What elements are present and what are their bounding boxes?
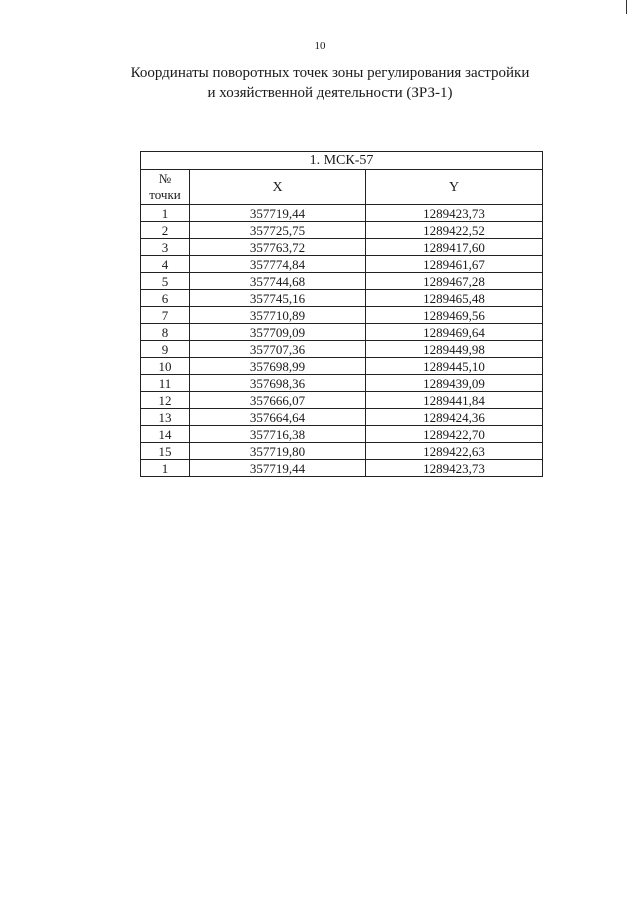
y-column-header: Y <box>366 170 543 205</box>
y-coordinate-cell: 1289423,73 <box>366 205 543 222</box>
point-number-header <box>141 170 190 205</box>
table-row <box>141 205 543 222</box>
coordinate-system-header: 1. МСК-57 <box>141 152 543 170</box>
table-row <box>141 273 543 290</box>
x-coordinate-cell: 357763,72 <box>190 239 366 256</box>
point-number-cell: 1 <box>141 205 190 222</box>
point-number-cell: 2 <box>141 222 190 239</box>
x-coordinate-cell: 357698,36 <box>190 375 366 392</box>
point-number-header-line1: № <box>158 171 172 186</box>
x-coordinate-cell: 357719,44 <box>190 205 366 222</box>
table-row <box>141 460 543 477</box>
point-number-cell: 8 <box>141 324 190 341</box>
table-row <box>141 426 543 443</box>
x-column-header: X <box>190 170 366 205</box>
table-row <box>141 222 543 239</box>
y-coordinate-cell: 1289461,67 <box>366 256 543 273</box>
y-coordinate-cell: 1289469,56 <box>366 307 543 324</box>
point-number-cell: 10 <box>141 358 190 375</box>
x-coordinate-cell: 357707,36 <box>190 341 366 358</box>
y-coordinate-cell: 1289422,70 <box>366 426 543 443</box>
y-coordinate-cell: 1289422,52 <box>366 222 543 239</box>
table-row <box>141 307 543 324</box>
table-row <box>141 341 543 358</box>
y-coordinate-cell: 1289441,84 <box>366 392 543 409</box>
title-line-1: Координаты поворотных точек зоны регулирования застройки <box>130 65 530 81</box>
y-coordinate-cell: 1289469,64 <box>366 324 543 341</box>
document-title <box>120 63 540 103</box>
y-coordinate-cell: 1289439,09 <box>366 375 543 392</box>
y-coordinate-cell: 1289417,60 <box>366 239 543 256</box>
x-coordinate-cell: 357719,80 <box>190 443 366 460</box>
x-coordinate-cell: 357774,84 <box>190 256 366 273</box>
table-row <box>141 256 543 273</box>
point-number-cell: 4 <box>141 256 190 273</box>
point-number-cell: 5 <box>141 273 190 290</box>
x-coordinate-cell: 357716,38 <box>190 426 366 443</box>
x-coordinate-cell: 357745,16 <box>190 290 366 307</box>
table-row <box>141 392 543 409</box>
x-coordinate-cell: 357709,09 <box>190 324 366 341</box>
x-coordinate-cell: 357744,68 <box>190 273 366 290</box>
table-row <box>141 358 543 375</box>
point-number-header-line2: точки <box>149 187 181 202</box>
point-number-cell: 6 <box>141 290 190 307</box>
x-coordinate-cell: 357725,75 <box>190 222 366 239</box>
y-coordinate-cell: 1289424,36 <box>366 409 543 426</box>
y-coordinate-cell: 1289465,48 <box>366 290 543 307</box>
point-number-cell: 3 <box>141 239 190 256</box>
point-number-cell: 9 <box>141 341 190 358</box>
table-body <box>141 205 543 477</box>
margin-mark <box>626 0 627 14</box>
table-row <box>141 443 543 460</box>
table-row <box>141 375 543 392</box>
point-number-cell: 14 <box>141 426 190 443</box>
point-number-cell: 11 <box>141 375 190 392</box>
title-line-2: и хозяйственной деятельности (ЗРЗ-1) <box>207 85 453 101</box>
y-coordinate-cell: 1289445,10 <box>366 358 543 375</box>
x-coordinate-cell: 357698,99 <box>190 358 366 375</box>
point-number-cell: 7 <box>141 307 190 324</box>
point-number-cell: 15 <box>141 443 190 460</box>
page-number: 10 <box>314 40 326 52</box>
x-coordinate-cell: 357710,89 <box>190 307 366 324</box>
table-row <box>141 239 543 256</box>
x-coordinate-cell: 357664,64 <box>190 409 366 426</box>
table-row <box>141 290 543 307</box>
x-coordinate-cell: 357719,44 <box>190 460 366 477</box>
y-coordinate-cell: 1289467,28 <box>366 273 543 290</box>
x-coordinate-cell: 357666,07 <box>190 392 366 409</box>
y-coordinate-cell: 1289423,73 <box>366 460 543 477</box>
y-coordinate-cell: 1289449,98 <box>366 341 543 358</box>
point-number-cell: 13 <box>141 409 190 426</box>
table-row <box>141 409 543 426</box>
y-coordinate-cell: 1289422,63 <box>366 443 543 460</box>
table-row <box>141 324 543 341</box>
point-number-cell: 1 <box>141 460 190 477</box>
coordinates-table <box>140 151 543 477</box>
point-number-cell: 12 <box>141 392 190 409</box>
